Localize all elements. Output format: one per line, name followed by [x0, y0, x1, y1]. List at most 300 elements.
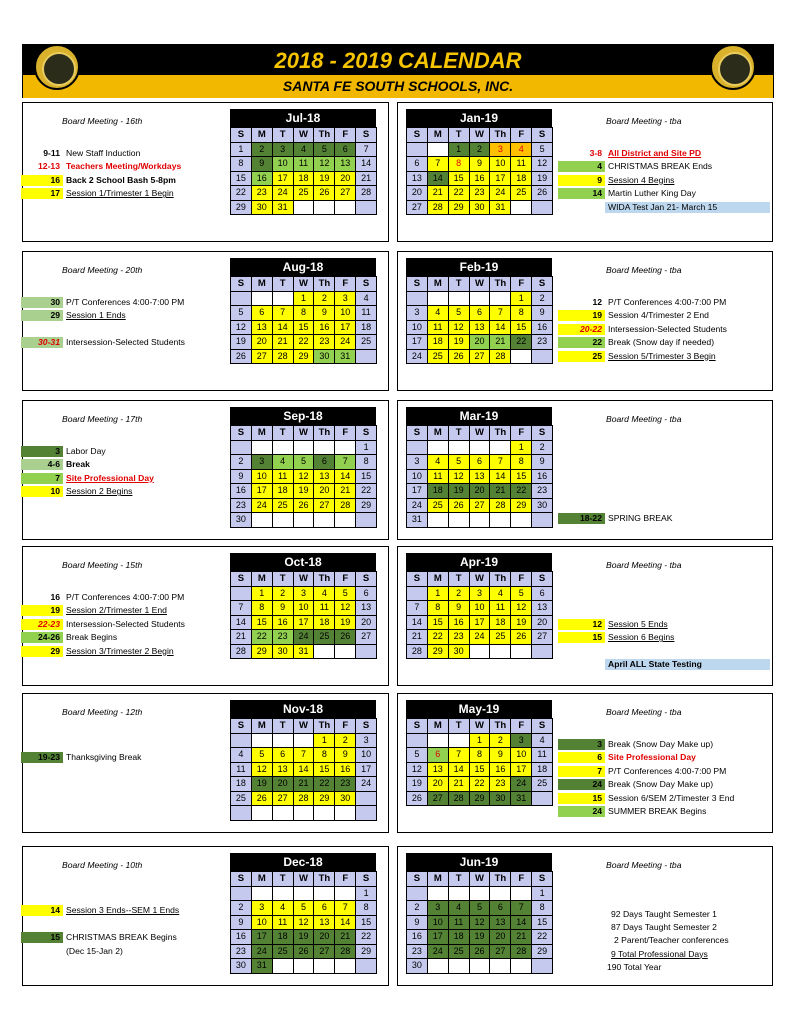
day-cell: 11	[231, 763, 252, 778]
event-label: Teachers Meeting/Workdays	[66, 161, 182, 172]
weekday-header: W	[294, 719, 315, 734]
day-cell: 10	[252, 916, 273, 931]
day-cell: 5	[252, 748, 273, 763]
event-label: Break Begins	[66, 632, 118, 643]
day-cell: 14	[273, 321, 294, 336]
day-cell: 25	[273, 499, 294, 514]
day-cell: 2	[532, 292, 553, 307]
day-cell: 4	[294, 143, 315, 158]
weekday-header: S	[532, 872, 553, 887]
weekday-header: T	[449, 572, 470, 587]
day-cell	[490, 645, 511, 660]
day-cell: 31	[407, 513, 428, 528]
day-cell: 30	[314, 350, 335, 365]
day-cell: 3	[335, 292, 356, 307]
day-cell: 3	[490, 143, 511, 158]
day-cell: 28	[428, 201, 449, 216]
day-cell: 8	[428, 601, 449, 616]
weekday-header: T	[273, 277, 294, 292]
day-cell	[428, 959, 449, 974]
day-cell: 1	[428, 587, 449, 602]
day-cell: 10	[407, 321, 428, 336]
day-cell: 5	[231, 306, 252, 321]
weekday-header: S	[231, 719, 252, 734]
day-cell: 6	[407, 157, 428, 172]
day-cell: 26	[532, 186, 553, 201]
weekday-header: T	[449, 128, 470, 143]
event-label: CHRISTMAS BREAK Ends	[608, 161, 713, 172]
day-cell: 2	[449, 587, 470, 602]
calendar-event	[558, 161, 712, 172]
day-cell: 24	[252, 499, 273, 514]
weekday-header: S	[356, 872, 377, 887]
day-cell	[449, 734, 470, 749]
event-date: 24-26	[21, 632, 63, 643]
weekday-header: T	[273, 128, 294, 143]
day-cell: 17	[428, 930, 449, 945]
board-meeting-note: Board Meeting - tba	[606, 265, 682, 275]
weekday-header: S	[356, 426, 377, 441]
weekday-header: S	[532, 719, 553, 734]
weekday-header: F	[335, 128, 356, 143]
calendar-event	[21, 752, 141, 763]
day-cell	[449, 959, 470, 974]
day-cell	[490, 959, 511, 974]
day-cell	[294, 513, 315, 528]
day-cell: 12	[449, 470, 470, 485]
day-cell	[490, 887, 511, 902]
day-cell: 3	[356, 734, 377, 749]
day-cell: 28	[335, 945, 356, 960]
day-cell: 5	[511, 587, 532, 602]
day-cell: 24	[335, 335, 356, 350]
day-cell: 18	[273, 484, 294, 499]
event-date: 30-31	[21, 337, 63, 348]
weekday-header: S	[407, 572, 428, 587]
day-cell: 13	[356, 601, 377, 616]
month-grid	[230, 425, 377, 528]
day-cell: 31	[490, 201, 511, 216]
month-title: Aug-18	[230, 258, 376, 276]
day-cell: 15	[532, 916, 553, 931]
day-cell: 9	[532, 455, 553, 470]
day-cell	[335, 887, 356, 902]
calendar-event	[558, 632, 674, 643]
day-cell	[252, 887, 273, 902]
day-cell: 22	[428, 630, 449, 645]
day-cell	[428, 734, 449, 749]
day-cell: 16	[273, 616, 294, 631]
day-cell	[511, 201, 532, 216]
day-cell: 4	[314, 587, 335, 602]
day-cell: 15	[470, 763, 491, 778]
event-date: 29	[21, 310, 63, 321]
day-cell: 5	[449, 306, 470, 321]
day-cell	[335, 201, 356, 216]
day-cell	[532, 350, 553, 365]
day-cell: 14	[511, 916, 532, 931]
day-cell: 4	[273, 901, 294, 916]
day-cell: 14	[449, 763, 470, 778]
calendar-event	[558, 188, 696, 199]
day-cell	[356, 792, 377, 807]
month-title: Feb-19	[406, 258, 552, 276]
day-cell: 26	[335, 630, 356, 645]
day-cell	[252, 734, 273, 749]
event-label: Back 2 School Bash 5-8pm	[66, 174, 176, 185]
day-cell	[314, 806, 335, 821]
day-cell	[407, 292, 428, 307]
day-cell	[532, 959, 553, 974]
day-cell: 29	[428, 645, 449, 660]
day-cell: 25	[294, 186, 315, 201]
day-cell	[470, 959, 491, 974]
day-cell: 26	[294, 499, 315, 514]
day-cell: 25	[273, 945, 294, 960]
day-cell: 22	[231, 186, 252, 201]
day-cell: 1	[470, 734, 491, 749]
day-cell: 16	[231, 484, 252, 499]
day-cell: 8	[511, 306, 532, 321]
calendar-event	[558, 752, 696, 763]
day-cell: 13	[532, 601, 553, 616]
day-cell: 28	[490, 350, 511, 365]
day-cell: 19	[294, 484, 315, 499]
day-cell	[407, 587, 428, 602]
calendar-event	[21, 905, 179, 916]
day-cell: 29	[294, 350, 315, 365]
event-date: 3	[21, 446, 63, 457]
day-cell	[407, 143, 428, 158]
event-label: Session 3/Trimester 2 Begin	[66, 645, 174, 656]
weekday-header: F	[511, 128, 532, 143]
event-label: April ALL State Testing	[605, 659, 770, 670]
day-cell: 30	[490, 792, 511, 807]
event-label: Intersession-Selected Students	[66, 618, 185, 629]
event-date: 4-6	[21, 459, 63, 470]
month-title: Apr-19	[406, 553, 552, 571]
weekday-header: M	[252, 128, 273, 143]
day-cell: 22	[470, 777, 491, 792]
calendar-event	[558, 779, 713, 790]
day-cell: 14	[490, 470, 511, 485]
calendar-event	[21, 175, 176, 186]
calendar-event	[558, 619, 668, 630]
weekday-header: S	[407, 719, 428, 734]
weekday-header: T	[273, 872, 294, 887]
weekday-header: Th	[314, 426, 335, 441]
day-cell: 13	[252, 321, 273, 336]
month-grid	[406, 718, 553, 806]
day-cell: 24	[428, 945, 449, 960]
day-cell: 17	[335, 321, 356, 336]
day-cell: 24	[511, 777, 532, 792]
day-cell: 4	[428, 455, 449, 470]
event-date: 15	[21, 932, 63, 943]
day-cell: 29	[231, 201, 252, 216]
day-cell: 24	[273, 186, 294, 201]
calendar-event	[558, 351, 716, 362]
day-cell: 22	[314, 777, 335, 792]
day-cell	[356, 350, 377, 365]
day-cell	[294, 201, 315, 216]
day-cell	[273, 734, 294, 749]
day-cell: 5	[449, 455, 470, 470]
day-cell	[231, 441, 252, 456]
weekday-header: S	[231, 572, 252, 587]
school-seal-left-logo	[34, 44, 80, 90]
event-date: 7	[558, 766, 605, 777]
day-cell: 29	[470, 792, 491, 807]
calendar-event	[558, 793, 734, 804]
day-cell: 21	[273, 335, 294, 350]
day-cell: 14	[490, 321, 511, 336]
day-cell	[449, 513, 470, 528]
month-title: Oct-18	[230, 553, 376, 571]
day-cell: 28	[356, 186, 377, 201]
day-cell: 19	[252, 777, 273, 792]
month-grid	[406, 871, 553, 974]
weekday-header: M	[252, 719, 273, 734]
weekday-header: F	[511, 426, 532, 441]
day-cell	[490, 292, 511, 307]
day-cell: 27	[314, 499, 335, 514]
month-grid	[406, 276, 553, 364]
day-cell: 2	[231, 901, 252, 916]
day-cell: 5	[294, 901, 315, 916]
event-label: Session 5 Ends	[608, 618, 668, 629]
weekday-header: Th	[490, 277, 511, 292]
day-cell: 18	[356, 321, 377, 336]
weekday-header: F	[335, 872, 356, 887]
day-cell: 2	[252, 143, 273, 158]
day-cell: 20	[273, 777, 294, 792]
day-cell: 28	[449, 792, 470, 807]
event-label: P/T Conferences 4:00-7:00 PM	[66, 297, 185, 307]
day-cell: 1	[356, 441, 377, 456]
event-date: 3	[558, 739, 605, 750]
day-cell: 20	[428, 777, 449, 792]
school-seal-right-logo	[710, 44, 756, 90]
day-cell: 27	[470, 350, 491, 365]
day-cell: 22	[532, 930, 553, 945]
day-cell: 22	[511, 484, 532, 499]
weekday-header: S	[231, 426, 252, 441]
day-cell	[294, 806, 315, 821]
day-cell: 5	[314, 143, 335, 158]
day-cell: 17	[356, 763, 377, 778]
calendar-event	[21, 297, 184, 308]
day-cell	[356, 645, 377, 660]
day-cell	[356, 201, 377, 216]
day-cell	[511, 513, 532, 528]
day-cell: 11	[356, 306, 377, 321]
weekday-header: W	[470, 719, 491, 734]
day-cell: 18	[314, 616, 335, 631]
day-cell: 28	[231, 645, 252, 660]
day-cell: 5	[532, 143, 553, 158]
day-cell: 19	[449, 484, 470, 499]
event-label: Thanksgiving Break	[66, 752, 142, 763]
day-cell: 9	[231, 470, 252, 485]
calendar-event	[558, 766, 726, 777]
day-cell: 17	[407, 484, 428, 499]
day-cell: 15	[294, 321, 315, 336]
day-cell	[252, 806, 273, 821]
day-cell: 5	[470, 901, 491, 916]
day-cell	[252, 441, 273, 456]
day-cell: 10	[273, 157, 294, 172]
day-cell: 28	[335, 499, 356, 514]
day-cell: 7	[490, 306, 511, 321]
weekday-header: F	[335, 719, 356, 734]
event-date: 3-8	[589, 148, 602, 158]
day-cell: 25	[314, 630, 335, 645]
weekday-header: Th	[490, 128, 511, 143]
day-cell: 19	[470, 930, 491, 945]
weekday-header: Th	[490, 426, 511, 441]
day-cell: 22	[356, 484, 377, 499]
event-label: Break	[66, 459, 90, 470]
day-cell: 20	[490, 930, 511, 945]
day-cell	[294, 887, 315, 902]
day-cell: 31	[511, 792, 532, 807]
day-cell: 30	[407, 959, 428, 974]
day-cell: 29	[532, 945, 553, 960]
day-cell: 7	[273, 306, 294, 321]
day-cell	[470, 887, 491, 902]
event-label: Session 3 Ends--SEM 1 Ends	[66, 905, 180, 916]
day-cell: 9	[490, 748, 511, 763]
day-cell: 9	[470, 157, 491, 172]
event-label: Session 2/Trimester 1 End	[66, 605, 167, 616]
day-cell: 30	[449, 645, 470, 660]
calendar-event	[21, 446, 106, 457]
day-cell: 15	[231, 172, 252, 187]
day-cell: 17	[470, 616, 491, 631]
day-cell	[532, 645, 553, 660]
month-grid	[406, 571, 553, 659]
weekday-header: M	[428, 426, 449, 441]
day-cell: 2	[532, 441, 553, 456]
day-cell: 1	[231, 143, 252, 158]
day-cell: 8	[314, 748, 335, 763]
day-cell: 13	[470, 321, 491, 336]
day-cell	[511, 350, 532, 365]
weekday-header: M	[428, 719, 449, 734]
day-cell: 27	[273, 792, 294, 807]
day-cell: 18	[532, 763, 553, 778]
day-cell: 23	[252, 186, 273, 201]
day-cell: 29	[356, 945, 377, 960]
day-cell: 27	[252, 350, 273, 365]
day-cell: 18	[273, 930, 294, 945]
weekday-header: M	[252, 572, 273, 587]
day-cell: 12	[449, 321, 470, 336]
day-cell: 14	[428, 172, 449, 187]
day-cell	[449, 441, 470, 456]
day-cell: 16	[449, 616, 470, 631]
day-cell: 26	[314, 186, 335, 201]
day-cell: 31	[294, 645, 315, 660]
day-cell: 29	[252, 645, 273, 660]
event-label: Session 6 Begins	[608, 632, 675, 643]
event-label: Martin Luther King Day	[608, 188, 696, 199]
event-label: Break (Snow Day Make up)	[608, 779, 714, 790]
event-date: 18-22	[558, 513, 605, 524]
day-cell: 9	[449, 601, 470, 616]
day-cell: 16	[231, 930, 252, 945]
event-date: 17	[21, 188, 63, 199]
day-cell	[335, 959, 356, 974]
event-date: 9-11	[43, 148, 60, 158]
event-date: 24	[558, 806, 605, 817]
board-meeting-note: Board Meeting - 12th	[62, 707, 143, 717]
day-cell: 25	[428, 350, 449, 365]
day-cell: 26	[294, 945, 315, 960]
day-cell	[335, 513, 356, 528]
day-cell: 7	[335, 455, 356, 470]
event-date: 24	[558, 779, 605, 790]
day-cell: 11	[273, 470, 294, 485]
day-cell: 1	[252, 587, 273, 602]
day-cell: 1	[511, 441, 532, 456]
month-grid	[230, 276, 377, 364]
day-cell: 23	[314, 335, 335, 350]
board-meeting-note: Board Meeting - tba	[606, 707, 682, 717]
day-cell: 14	[407, 616, 428, 631]
day-cell	[294, 734, 315, 749]
year-summary-line: 190 Total Year	[607, 961, 662, 972]
event-label: P/T Conferences 4:00-7:00 PM	[608, 765, 727, 776]
day-cell: 30	[470, 201, 491, 216]
year-summary-line: 92 Days Taught Semester 1	[611, 909, 717, 919]
day-cell	[532, 513, 553, 528]
event-date: 20-22	[558, 324, 605, 335]
day-cell: 16	[532, 470, 553, 485]
day-cell: 25	[449, 945, 470, 960]
day-cell: 26	[252, 792, 273, 807]
board-meeting-note: Board Meeting - tba	[606, 860, 682, 870]
day-cell	[314, 959, 335, 974]
day-cell: 22	[449, 186, 470, 201]
day-cell: 17	[407, 335, 428, 350]
calendar-event	[21, 161, 181, 172]
weekday-header: W	[470, 277, 491, 292]
day-cell	[511, 887, 532, 902]
day-cell: 30	[252, 201, 273, 216]
day-cell	[335, 441, 356, 456]
day-cell	[231, 806, 252, 821]
event-label: (Dec 15-Jan 2)	[66, 945, 123, 956]
day-cell	[428, 513, 449, 528]
event-date: 15	[558, 793, 605, 804]
day-cell	[335, 645, 356, 660]
day-cell: 8	[532, 901, 553, 916]
day-cell: 12	[231, 321, 252, 336]
day-cell: 25	[490, 630, 511, 645]
event-date: 6	[558, 752, 605, 763]
day-cell: 20	[470, 335, 491, 350]
day-cell: 20	[470, 484, 491, 499]
calendar-event	[558, 297, 726, 308]
day-cell: 18	[428, 335, 449, 350]
calendar-event	[558, 659, 770, 670]
day-cell: 23	[335, 777, 356, 792]
day-cell: 22	[252, 630, 273, 645]
weekday-header: Th	[490, 719, 511, 734]
weekday-header: S	[407, 277, 428, 292]
